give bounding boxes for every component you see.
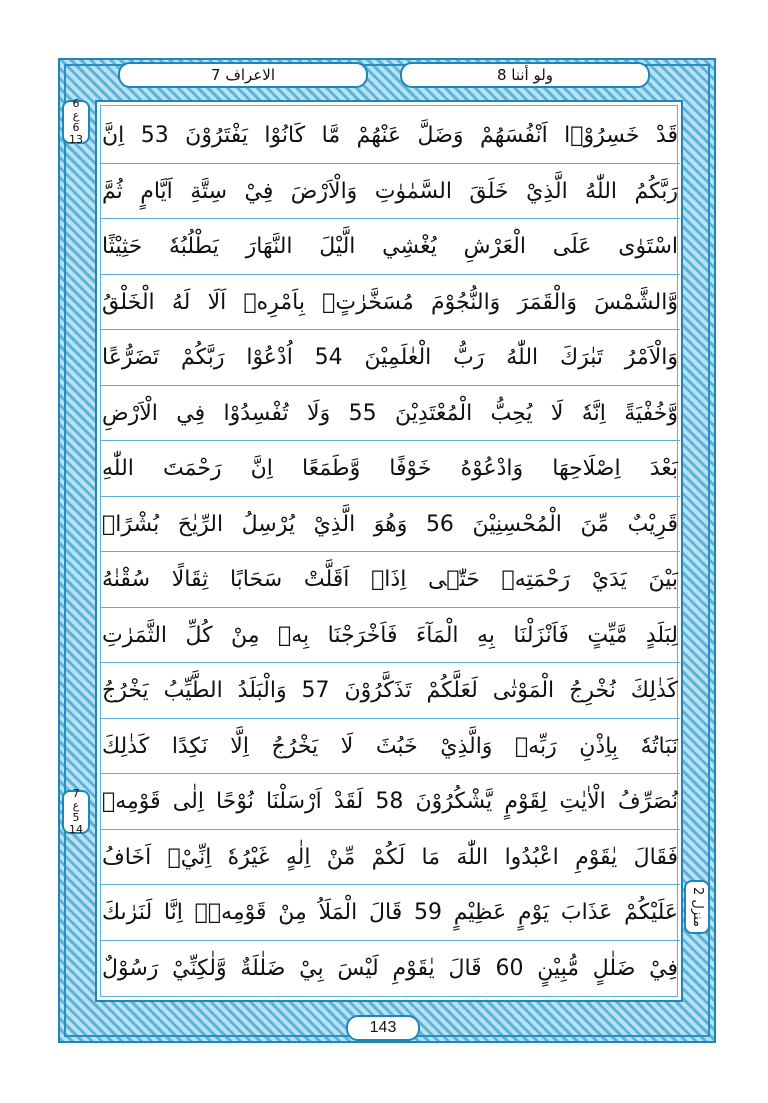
text-line: وَالْاَمْرُ تَبٰرَكَ اللّٰهُ رَبُّ الْعٰلَمِيْنَ 54 اُدْعُوْا رَبَّكُمْ تَضَرُّعًا: [100, 330, 680, 386]
juz-name-header: [400, 62, 650, 88]
surah-name-header: [118, 62, 368, 88]
text-line: عَلَيْكُمْ عَذَابَ يَوْمٍ عَظِيْمٍ 59 قَالَ الْمَلَاُ مِنْ قَوْمِهٖۤ اِنَّا لَنَرٰىكَ: [100, 885, 680, 941]
manzil-label: منزل 2: [690, 887, 705, 927]
text-line: رَبَّكُمُ اللّٰهُ الَّذِيْ خَلَقَ السَّمٰوٰتِ وَالْاَرْضَ فِيْ سِتَّةِ اَيَّامٍ ثُمَّ: [100, 164, 680, 220]
manzil-marker: [684, 880, 710, 934]
text-line: نَبَاتُهٗ بِاِذْنِ رَبِّهٖ وَالَّذِيْ خَبُثَ لَا يَخْرُجُ اِلَّا نَكِدًا كَذٰلِكَ: [100, 719, 680, 775]
ruku-marker-line: 6: [72, 121, 80, 134]
text-line: قَدْ خَسِرُوْۤا اَنْفُسَهُمْ وَضَلَّ عَنْهُمْ مَّا كَانُوْا يَفْتَرُوْنَ 53 اِنَّ: [100, 108, 680, 164]
ruku-marker-top: [62, 97, 90, 146]
text-line: بَعْدَ اِصْلَاحِهَا وَادْعُوْهُ خَوْفًا وَّطَمَعًا اِنَّ رَحْمَتَ اللّٰهِ: [100, 441, 680, 497]
text-line: قَرِيْبٌ مِّنَ الْمُحْسِنِيْنَ 56 وَهُوَ الَّذِيْ يُرْسِلُ الرِّيٰحَ بُشْرًاۢ: [100, 497, 680, 553]
ruku-marker-line: ع: [72, 799, 80, 812]
text-line: فَقَالَ يٰقَوْمِ اعْبُدُوا اللّٰهَ مَا لَكُمْ مِّنْ اِلٰهٍ غَيْرُهٗ اِنِّيْۤ اَخَافُ: [100, 830, 680, 886]
page-number-text: 143: [369, 1019, 397, 1036]
text-line: كَذٰلِكَ نُخْرِجُ الْمَوْتٰى لَعَلَّكُمْ تَذَكَّرُوْنَ 57 وَالْبَلَدُ الطَّيِّبُ يَخْرُجُ: [100, 663, 680, 719]
ruku-marker-line: 14: [69, 823, 83, 836]
ruku-marker-line: ع: [72, 109, 80, 122]
text-line: وَّالشَّمْسَ وَالْقَمَرَ وَالنُّجُوْمَ مُسَخَّرٰتٍۭ بِاَمْرِهٖ اَلَا لَهُ الْخَلْقُ: [100, 275, 680, 331]
ruku-marker-line: 13: [69, 133, 83, 146]
text-line: اسْتَوٰى عَلَى الْعَرْشِ يُغْشِي الَّيْلَ النَّهَارَ يَطْلُبُهٗ حَثِيْثًا: [100, 219, 680, 275]
juz-name: ولو أننا 8: [496, 66, 554, 84]
surah-name: الاعراف 7: [211, 66, 275, 84]
text-line: نُصَرِّفُ الْاٰيٰتِ لِقَوْمٍ يَّشْكُرُوْنَ 58 لَقَدْ اَرْسَلْنَا نُوْحًا اِلٰى قَوْمِهٖ: [100, 774, 680, 830]
page-number: [346, 1015, 420, 1041]
text-line: فِيْ ضَلٰلٍ مُّبِيْنٍ 60 قَالَ يٰقَوْمِ لَيْسَ بِيْ ضَلٰلَةٌ وَّلٰكِنِّيْ رَسُوْلٌ: [102, 955, 678, 981]
text-line: وَّخُفْيَةً اِنَّهٗ لَا يُحِبُّ الْمُعْتَدِيْنَ 55 وَلَا تُفْسِدُوْا فِي الْاَرْضِ: [100, 386, 680, 442]
ruku-marker-middle: [62, 787, 90, 836]
text-line: بَيْنَ يَدَيْ رَحْمَتِهٖ حَتّٰۤى اِذَاۤ اَقَلَّتْ سَحَابًا ثِقَالًا سُقْنٰهُ: [100, 552, 680, 608]
ruku-marker-line: 5: [72, 811, 80, 824]
quran-text-lines: [100, 108, 680, 996]
ruku-marker-line: 7: [72, 787, 80, 800]
ruku-marker-line: 6: [72, 97, 80, 110]
text-line: لِبَلَدٍ مَّيِّتٍ فَاَنْزَلْنَا بِهِ الْمَآءَ فَاَخْرَجْنَا بِهٖ مِنْ كُلِّ الثَّمَرٰتِ: [100, 608, 680, 664]
